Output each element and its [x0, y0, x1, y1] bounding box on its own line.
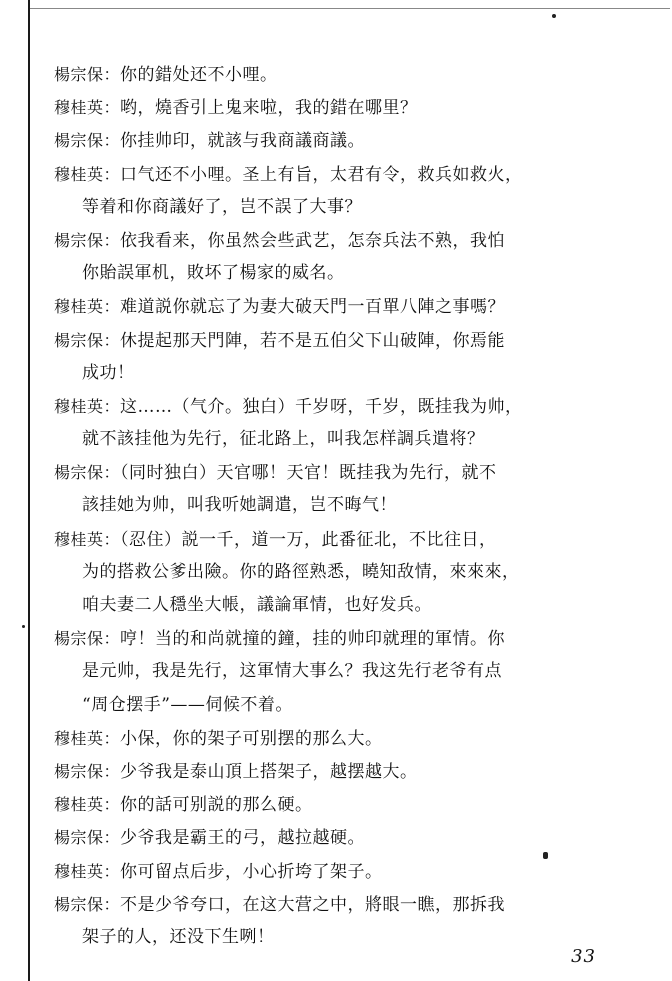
- speech-text: 哼！当的和尚就撞的鐘，挂的帅印就理的軍情。你: [120, 629, 506, 650]
- speaker-name: 楊宗保：: [54, 65, 121, 84]
- speech-text: 成功！: [82, 362, 135, 383]
- speech-text: 就不該挂他为先行，征北路上，叫我怎样調兵遣将？: [82, 429, 485, 450]
- speech-text: 等着和你商議好了，岂不誤了大事？: [82, 196, 362, 217]
- speaker-name: 穆桂英：: [54, 529, 121, 549]
- speaker-name: 楊宗保：: [54, 629, 121, 649]
- dialogue-line: [54, 390, 620, 423]
- top-edge-line: [30, 8, 670, 9]
- binding-edge-line: [28, 0, 30, 981]
- speech-text: （忍住）説一千，道一万，此番征北，不比往日，: [120, 529, 497, 550]
- speech-text: 你挂帅印，就該与我商議商議。: [120, 131, 366, 152]
- dialogue-line: [54, 224, 620, 257]
- dialogue-continuation: [54, 589, 620, 622]
- dialogue-continuation: [54, 357, 620, 390]
- speech-text: “周仓摆手”——伺候不着。: [82, 694, 293, 715]
- speaker-name: 穆桂英：: [54, 164, 121, 184]
- dialogue-line: [54, 755, 620, 788]
- speaker-name: 穆桂英：: [54, 728, 121, 748]
- dialogue-continuation: [54, 655, 620, 688]
- speaker-name: 楊宗保：: [54, 230, 121, 250]
- speech-text: 你貽誤軍机，敗坏了楊家的威名。: [82, 263, 345, 284]
- dialogue-continuation: [54, 921, 620, 954]
- speech-text: 休提起那天門陣，若不是五伯父下山破陣，你焉能: [120, 330, 506, 351]
- dialogue-line: [54, 124, 620, 157]
- speech-text: 不是少爷夸口，在这大营之中，將眼一瞧，那拆我: [120, 894, 506, 915]
- speaker-name: 楊宗保：: [54, 761, 121, 781]
- dialogue-line: [54, 888, 620, 921]
- dialogue-line: [54, 324, 620, 357]
- speech-text: 少爷我是霸王的弓，越拉越硬。: [120, 828, 366, 849]
- speech-text: （同时独白）天官哪！天官！既挂我为先行，就不: [120, 463, 497, 484]
- speech-text: 是元帅，我是先行，这軍情大事么？我这先行老爷有点: [82, 661, 502, 682]
- page-number: 33: [571, 946, 596, 967]
- speaker-name: 楊宗保：: [54, 131, 121, 151]
- speaker-name: 穆桂英：: [54, 795, 121, 815]
- speaker-name: 穆桂英：: [54, 297, 121, 317]
- speaker-name: 楊宗保：: [54, 894, 121, 914]
- scan-speck: [552, 14, 556, 18]
- dialogue-continuation: [54, 489, 620, 522]
- dialogue-line: [54, 91, 620, 124]
- dialogue-continuation: [54, 556, 620, 589]
- dialogue-continuation: [54, 191, 620, 224]
- speaker-name: 穆桂英：: [54, 98, 121, 118]
- speech-text: 咱夫妻二人穩坐大帳，議論軍情，也好发兵。: [82, 595, 432, 615]
- speaker-name: 穆桂英：: [54, 396, 121, 416]
- speech-text: 少爷我是泰山頂上搭架子，越摆越大。: [120, 761, 418, 782]
- speech-text: 架子的人，还没下生咧！: [82, 926, 275, 947]
- dialogue-line: [54, 788, 620, 821]
- speech-text: 你可留点后步，小心折垮了架子。: [120, 861, 383, 882]
- speech-text: 該挂她为帅，叫我听她調遣，岂不晦气！: [82, 495, 397, 516]
- dialogue-line: [54, 523, 620, 556]
- speech-text: 你的話可别説的那么硬。: [120, 795, 313, 816]
- speaker-name: 楊宗保：: [54, 463, 121, 483]
- dialogue-line: [54, 58, 620, 91]
- speech-text: 难道説你就忘了为妻大破天門一百單八陣之事嗎？: [120, 297, 506, 318]
- dialogue-line: [54, 722, 620, 755]
- dialogue-continuation: [54, 257, 620, 290]
- speech-text: 依我看来，你虽然会些武艺，怎奈兵法不熟，我怕: [120, 230, 506, 251]
- speech-text: 哟，燒香引上鬼来啦，我的錯在哪里？: [120, 98, 418, 119]
- speech-text: 口气还不小哩。圣上有旨，太君有令，救兵如救火，: [120, 164, 523, 185]
- dialogue-continuation: [54, 689, 620, 722]
- speech-text: 这……（气介。独白）千岁呀，千岁，既挂我为帅，: [120, 396, 523, 417]
- dialogue-line: [54, 158, 620, 191]
- dialogue-line: [54, 821, 620, 854]
- dialogue-line: [54, 622, 620, 655]
- speaker-name: 楊宗保：: [54, 828, 121, 848]
- dialogue-line: [54, 290, 620, 323]
- speech-text: 为的搭救公爹出險。你的路徑熟悉，曉知敌情，來來來，: [82, 561, 520, 582]
- speaker-name: 穆桂英：: [54, 861, 121, 881]
- speech-text: 小保，你的架子可别摆的那么大。: [120, 728, 383, 749]
- dialogue-continuation: [54, 423, 620, 456]
- speech-text: 你的錯处还不小哩。: [120, 65, 278, 85]
- dialogue-line: [54, 855, 620, 888]
- dialogue-line: [54, 456, 620, 489]
- script-page: [54, 58, 620, 954]
- scan-speck: [22, 625, 25, 628]
- speaker-name: 楊宗保：: [54, 330, 121, 350]
